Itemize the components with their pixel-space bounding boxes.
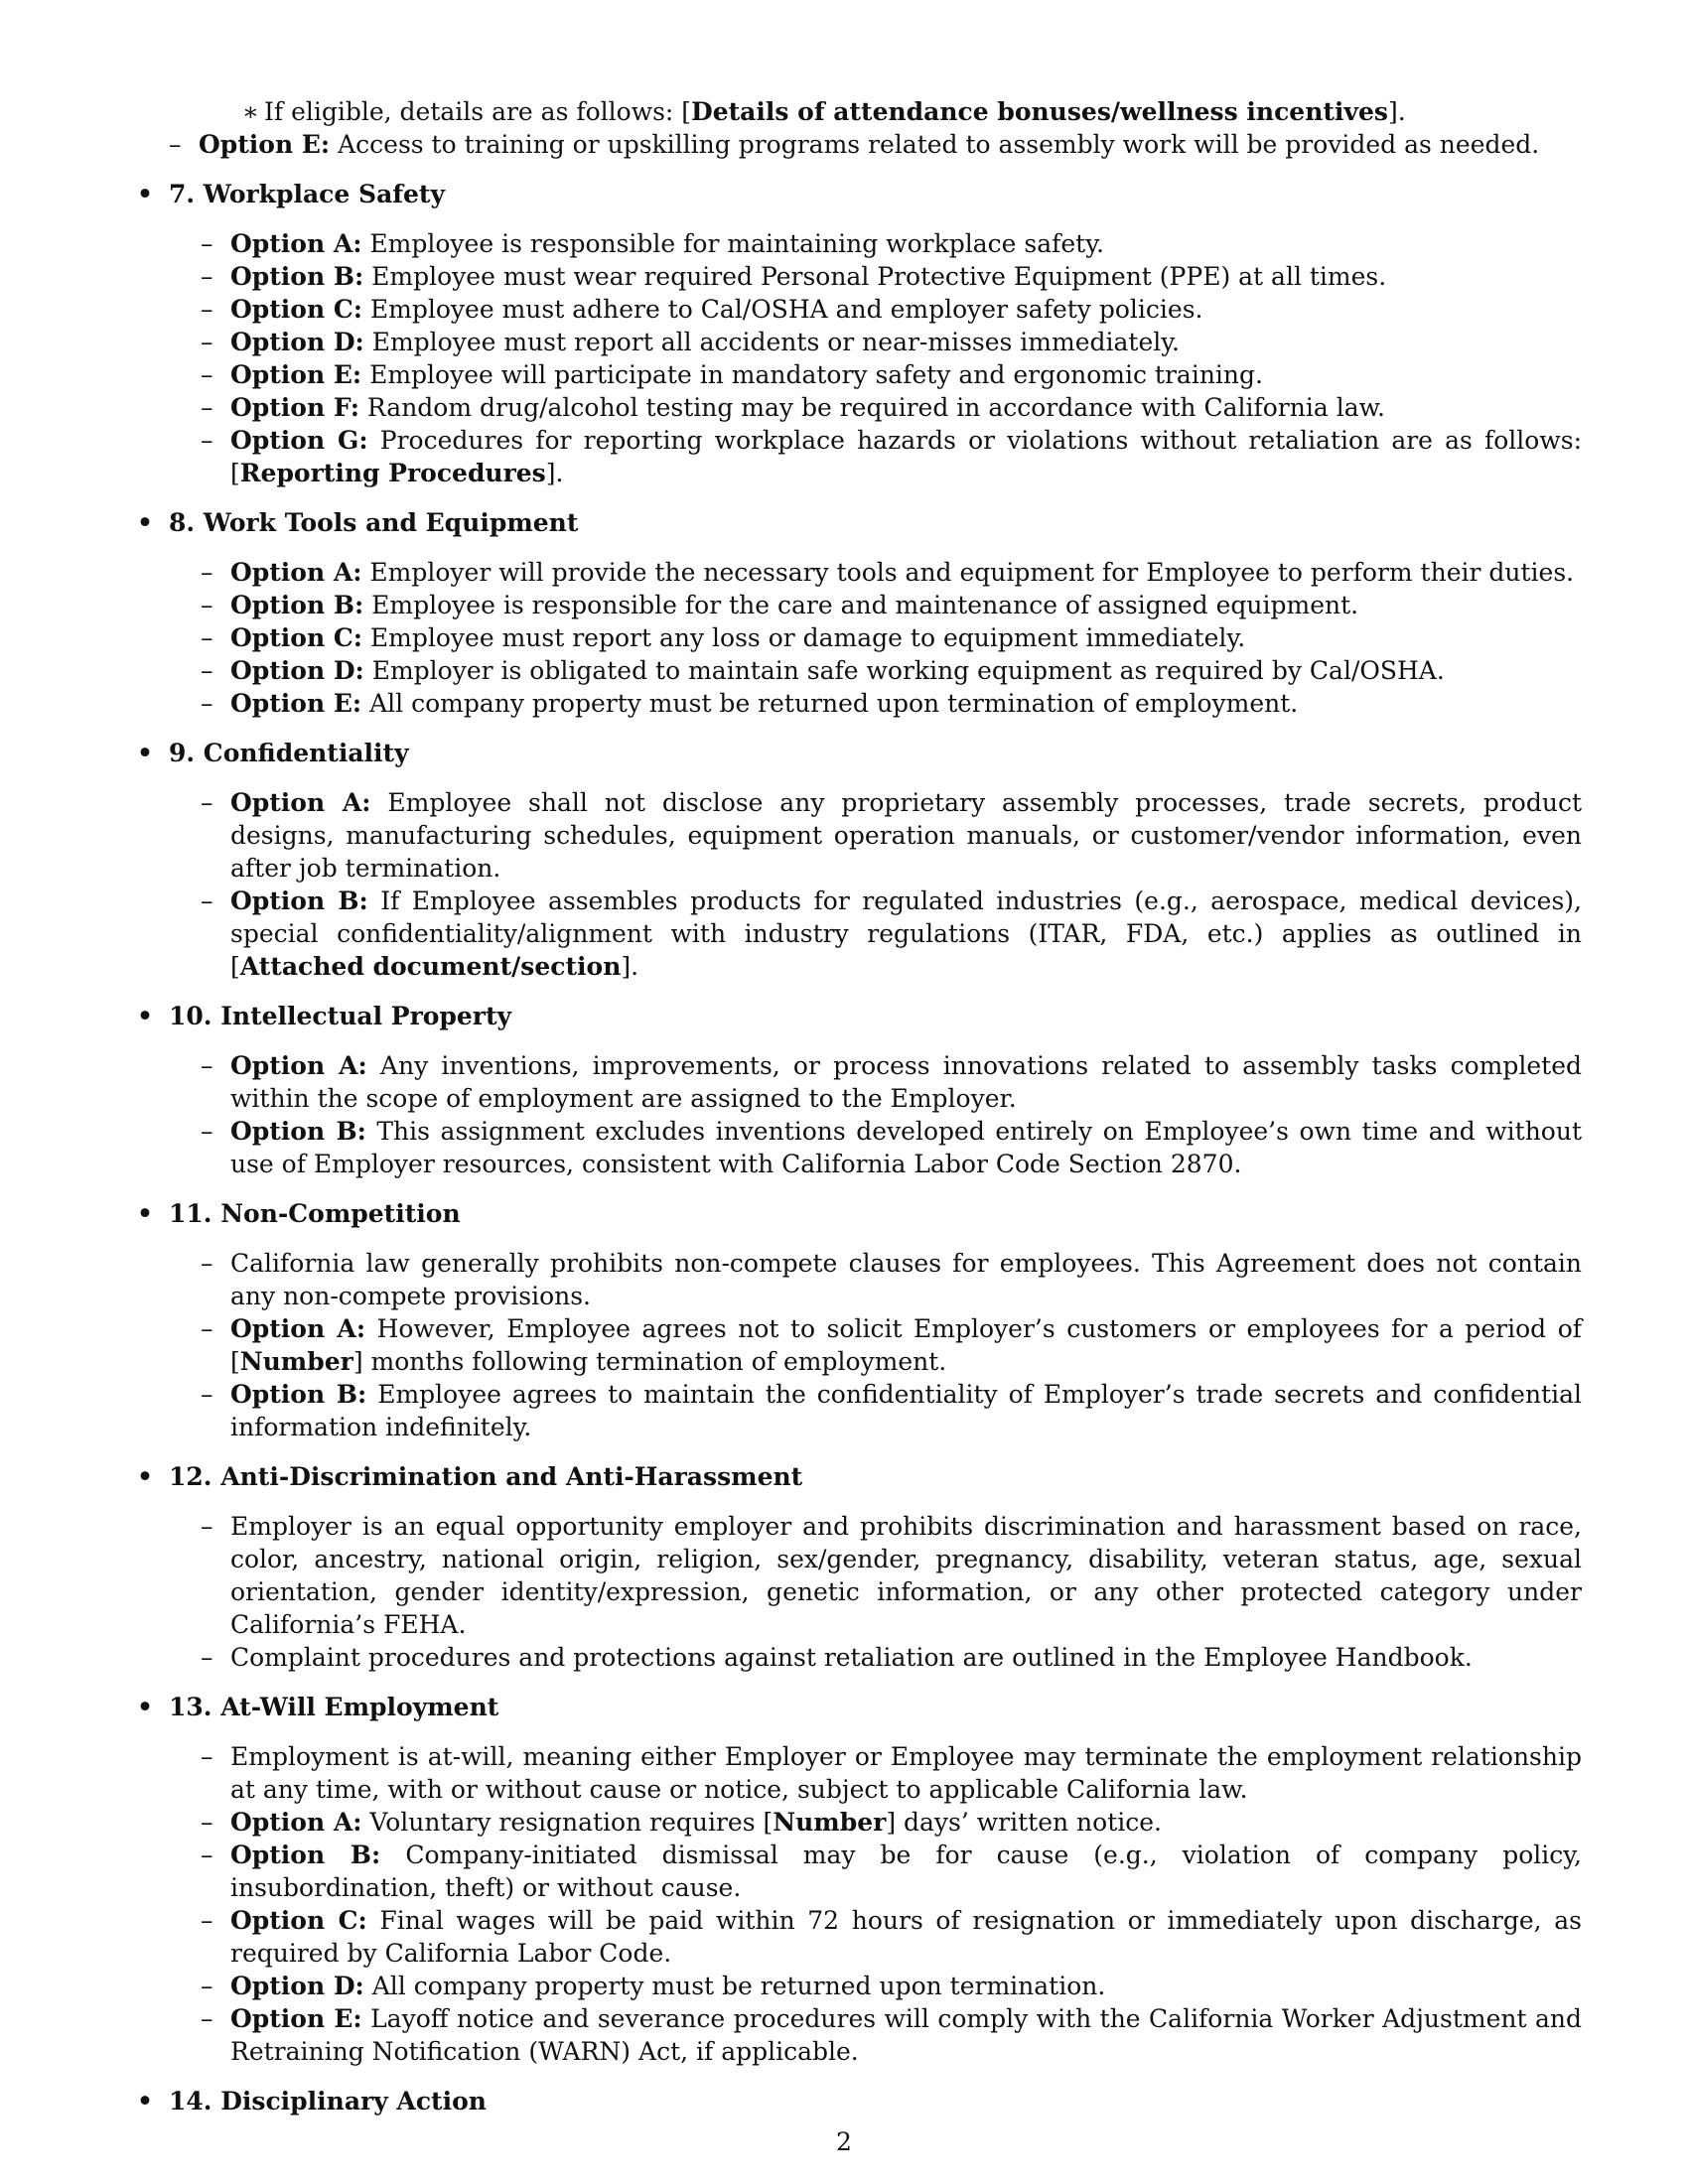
dash-marker: – [201,689,213,718]
dash-marker: – [201,1380,213,1409]
placeholder: Reporting Procedures [239,459,546,487]
dash-marker: – [201,788,213,817]
dash-marker: – [201,1643,213,1672]
option-text: Employee will participate in mandatory safety and ergonomic training. [361,360,1263,389]
option-item [169,391,1582,424]
option-lead: Option A: [230,229,362,258]
option-text: Company-initiated dismissal may be for cause (e.g., violation of company policy, insubordination, theft) or without cause. [230,1841,1582,1902]
option-item [169,1510,1582,1641]
dash-marker: – [201,229,213,258]
section [137,1000,1582,1180]
option-list [169,1510,1582,1674]
bullet-marker: • [137,1693,153,1721]
option-item [169,687,1582,720]
option-list [169,1247,1582,1443]
option-item [169,326,1582,358]
option-lead: Option D: [230,1972,364,2000]
bullet-marker: • [137,508,153,537]
dash-marker: – [201,1051,213,1080]
option-text: Employee must report any loss or damage to equipment immediately. [361,623,1246,652]
dash-marker: – [201,295,213,324]
option-tail: ] days’ written notice. [886,1808,1162,1837]
option-item [169,885,1582,983]
option-item [169,556,1582,589]
option-item [169,1641,1582,1674]
option-item [169,1312,1582,1378]
dash-marker: – [201,1906,213,1935]
placeholder: Details of attendance bonuses/wellness incentives [691,97,1388,126]
option-text: Procedures for reporting workplace hazards or violations without retaliation are as follows: [ [230,426,1582,487]
option-item [169,1115,1582,1180]
option-text: Employee agrees to maintain the confidentiality of Employer’s trade secrets and confidential information indefinitely. [230,1380,1582,1441]
dash-marker: – [201,360,213,389]
option-text: Random drug/alcohol testing may be required in accordance with California law. [358,393,1385,422]
option-item [169,260,1582,293]
bullet-marker: • [137,1002,153,1030]
option-item [169,621,1582,654]
option-item [169,1378,1582,1443]
option-item [169,654,1582,687]
option-text: Complaint procedures and protections against retaliation are outlined in the Employee Handbook. [230,1643,1473,1672]
option-text: This assignment excludes inventions developed entirely on Employee’s own time and without use of Employer resources, consistent with California Labor Code Section 2870. [230,1117,1582,1178]
option-text: Employment is at-will, meaning either Employer or Employee may terminate the employment relationship at any time, with or without cause or notice, subject to applicable California law. [230,1742,1582,1804]
section-list [137,178,1582,2117]
dash-marker: – [201,1841,213,1869]
option-list [169,786,1582,983]
option-lead: Option C: [230,295,362,324]
option-text: Employer is an equal opportunity employer and prohibits discrimination and harassment based on race, color, ancestry, national origin, religion, sex/gender, pregnancy, disability, veteran status, age, sexual orientation, gender identity/expression, genetic information, or any other protected category under California’s FEHA. [230,1512,1582,1639]
option-text: Layoff notice and severance procedures will comply with the California Worker Adjustment and Retraining Notification (WARN) Act, if applicable. [230,2004,1582,2066]
option-lead: Option B: [230,1117,366,1146]
dash-marker: – [201,328,213,356]
option-item [169,589,1582,621]
option-tail: ]. [621,952,639,981]
option-item [169,1904,1582,1970]
option-text: Employer is obligated to maintain safe working equipment as required by Cal/OSHA. [363,656,1445,685]
dash-marker: – [201,1117,213,1146]
dash-marker: – [201,591,213,619]
option-text: Access to training or upskilling programs related to assembly work will be provided as needed. [330,130,1540,159]
dash-marker: – [201,1808,213,1837]
option-text: Employee must adhere to Cal/OSHA and employer safety policies. [361,295,1203,324]
section-heading: 10. Intellectual Property [169,1002,512,1030]
dash-marker: – [201,887,213,915]
option-text: If Employee assembles products for regulated industries (e.g., aerospace, medical devices), special confidentiality/alignment with industry regulations (ITAR, FDA, etc.) applies as outlined in [ [230,887,1583,981]
option-lead: Option D: [230,328,364,356]
option-text: Final wages will be paid within 72 hours of resignation or immediately upon discharge, as required by California Labor Code. [230,1906,1583,1968]
dash-marker: – [201,1972,213,2000]
option-tail: ] months following termination of employment. [352,1347,947,1376]
section [137,506,1582,720]
section-heading: 7. Workplace Safety [169,180,446,208]
bullet-marker: • [137,739,153,767]
option-item [137,128,1582,161]
continued-section-6 [137,95,1582,161]
option-text: Employee is responsible for the care and maintenance of assigned equipment. [363,591,1359,619]
option-lead: Option B: [230,1380,367,1409]
dash-marker: – [201,1249,213,1278]
section-heading: 14. Disciplinary Action [169,2087,487,2116]
option-item [169,786,1582,885]
option-text: Any inventions, improvements, or process innovations related to assembly tasks completed within the scope of employment are assigned to the Employer. [230,1051,1582,1113]
dash-marker: – [169,130,182,159]
section [137,1691,1582,2068]
option-list [169,1049,1582,1180]
option-lead: Option F: [230,393,359,422]
dash-marker: – [201,558,213,587]
option-lead: Option D: [230,656,364,685]
option-text: All company property must be returned upon termination. [363,1972,1106,2000]
option-lead: Option B: [230,591,364,619]
dash-marker: – [201,393,213,422]
option-list [169,556,1582,720]
placeholder: Attached document/section [239,952,622,981]
option-text: However, Employee agrees not to solicit Employer’s customers or employees for a period of [ [230,1314,1583,1376]
sub-item [137,95,1582,128]
bullet-marker: • [137,2087,153,2116]
option-text: All company property must be returned upon termination of employment. [361,689,1299,718]
option-lead: Option B: [230,1841,381,1869]
dash-marker: – [201,262,213,291]
option-item [169,358,1582,391]
page-number: 2 [836,2127,852,2156]
option-list [169,227,1582,489]
option-text: California law generally prohibits non-compete clauses for employees. This Agreement does not contain any non-compete provisions. [230,1249,1582,1310]
placeholder: Number [239,1347,353,1376]
section-heading: 9. Confidentiality [169,739,409,767]
option-item [169,1247,1582,1312]
dash-marker: – [201,623,213,652]
option-text: Employer will provide the necessary tools and equipment for Employee to perform their duties. [361,558,1575,587]
option-item [169,293,1582,326]
section-heading: 12. Anti-Discrimination and Anti-Harassment [169,1462,803,1491]
option-text: Employee is responsible for maintaining workplace safety. [361,229,1104,258]
option-item [169,1806,1582,1839]
option-item [169,424,1582,489]
sub-item-marker: ∗ [242,97,259,126]
option-item [169,1970,1582,2002]
option-tail: ]. [545,459,564,487]
option-item [169,1740,1582,1806]
option-item [169,2002,1582,2068]
dash-marker: – [201,1512,213,1541]
option-lead: Option A: [230,1314,366,1343]
sub-item-text: If eligible, details are as follows: [ [264,97,692,126]
option-list [169,1740,1582,2068]
dash-marker: – [201,2004,213,2033]
option-lead: Option A: [230,558,362,587]
section-heading: 11. Non-Competition [169,1199,461,1228]
section-heading: 13. At-Will Employment [169,1693,499,1721]
option-lead: Option B: [230,262,364,291]
sub-item-tail: ]. [1387,97,1406,126]
placeholder: Number [773,1808,887,1837]
dash-marker: – [201,1742,213,1771]
document-body [137,95,1582,2117]
option-text: Employee shall not disclose any proprietary assembly processes, trade secrets, product designs, manufacturing schedules, equipment operation manuals, or customer/vendor information, even after job termination. [230,788,1583,883]
option-lead: Option E: [230,689,362,718]
option-lead: Option G: [230,426,368,455]
option-text: Voluntary resignation requires [ [361,1808,774,1837]
option-lead: Option A: [230,788,371,817]
dash-marker: – [201,1314,213,1343]
dash-marker: – [201,656,213,685]
section-heading: 8. Work Tools and Equipment [169,508,579,537]
option-lead: Option E: [230,360,362,389]
option-lead: Option A: [230,1051,367,1080]
section [137,1460,1582,1674]
option-item [169,1049,1582,1115]
option-lead: Option E: [230,2004,362,2033]
option-lead: Option C: [230,1906,367,1935]
option-lead: Option B: [230,887,368,915]
option-lead: Option E: [199,130,331,159]
option-item [169,227,1582,260]
section [137,178,1582,489]
option-lead: Option C: [230,623,362,652]
dash-marker: – [201,426,213,455]
section [137,1197,1582,1443]
bullet-marker: • [137,1462,153,1491]
option-item [169,1839,1582,1904]
option-text: Employee must wear required Personal Protective Equipment (PPE) at all times. [363,262,1387,291]
section [137,2085,1582,2117]
option-text: Employee must report all accidents or near-misses immediately. [363,328,1180,356]
bullet-marker: • [137,1199,153,1228]
bullet-marker: • [137,180,153,208]
section [137,737,1582,983]
option-lead: Option A: [230,1808,362,1837]
